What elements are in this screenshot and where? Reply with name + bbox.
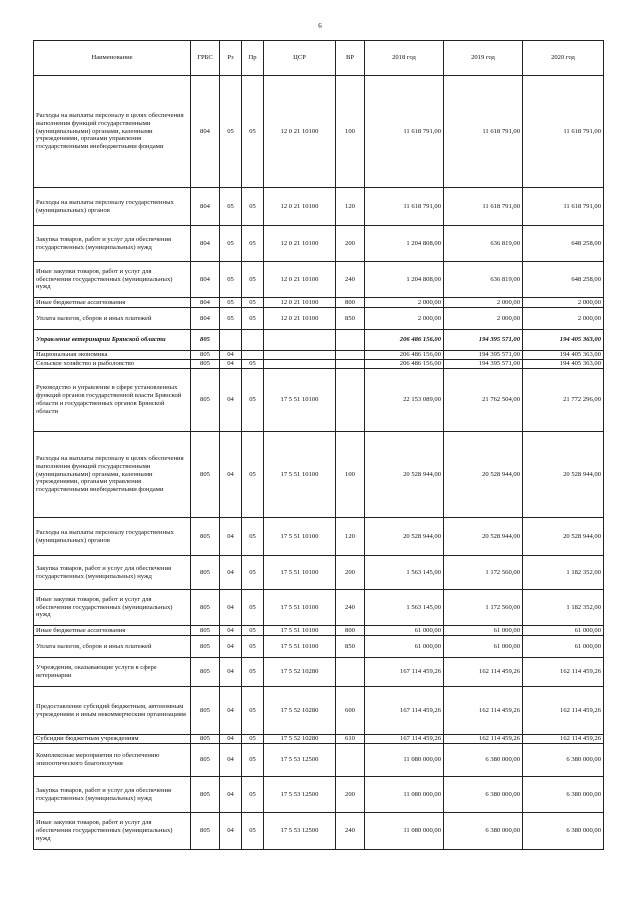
cell-grbs: 805 — [191, 360, 220, 369]
cell-2019: 20 528 944,00 — [444, 432, 523, 518]
table-row — [34, 369, 604, 432]
cell-vr: 120 — [336, 518, 365, 556]
cell-2019: 20 528 944,00 — [444, 518, 523, 556]
table-row — [34, 518, 604, 556]
cell-csr: 17 5 51 10100 — [264, 636, 336, 658]
cell-2020: 194 405 363,00 — [523, 360, 604, 369]
cell-csr: 12 0 21 10100 — [264, 298, 336, 308]
cell-csr: 12 0 21 10100 — [264, 308, 336, 330]
cell-vr: 600 — [336, 687, 365, 735]
cell-pr: 05 — [242, 76, 264, 188]
cell-name: Предоставление субсидий бюджетным, автономным учреждениям и иным некоммерческим организациям — [34, 687, 191, 735]
cell-grbs: 805 — [191, 351, 220, 360]
cell-rz: 04 — [220, 518, 242, 556]
cell-2019: 6 380 000,00 — [444, 777, 523, 813]
cell-2020: 2 000,00 — [523, 298, 604, 308]
table-row — [34, 76, 604, 188]
cell-2018: 2 000,00 — [365, 298, 444, 308]
cell-vr: 100 — [336, 432, 365, 518]
cell-2018: 11 080 000,00 — [365, 813, 444, 850]
table-row — [34, 432, 604, 518]
cell-2020: 1 182 352,00 — [523, 556, 604, 590]
cell-rz: 05 — [220, 76, 242, 188]
cell-2019: 2 000,00 — [444, 308, 523, 330]
cell-rz: 04 — [220, 777, 242, 813]
cell-pr: 05 — [242, 226, 264, 262]
cell-rz: 04 — [220, 744, 242, 777]
cell-vr — [336, 330, 365, 351]
cell-2019: 6 380 000,00 — [444, 813, 523, 850]
table-row — [34, 308, 604, 330]
cell-csr: 12 0 21 10100 — [264, 262, 336, 298]
cell-vr: 240 — [336, 813, 365, 850]
cell-csr — [264, 351, 336, 360]
cell-grbs: 805 — [191, 744, 220, 777]
cell-2018: 167 114 459,26 — [365, 687, 444, 735]
cell-2020: 6 380 000,00 — [523, 744, 604, 777]
table-row — [34, 226, 604, 262]
cell-2020: 648 258,00 — [523, 226, 604, 262]
cell-csr — [264, 330, 336, 351]
cell-csr: 17 5 52 10280 — [264, 658, 336, 687]
cell-pr: 05 — [242, 744, 264, 777]
cell-csr: 17 5 51 10100 — [264, 626, 336, 636]
header-2020: 2020 год — [523, 41, 604, 76]
cell-2020: 2 000,00 — [523, 308, 604, 330]
cell-name: Субсидии бюджетным учреждениям — [34, 735, 191, 744]
header-vr: ВР — [336, 41, 365, 76]
cell-csr: 12 0 21 10100 — [264, 76, 336, 188]
cell-rz: 04 — [220, 626, 242, 636]
cell-2019: 162 114 459,26 — [444, 658, 523, 687]
cell-grbs: 805 — [191, 777, 220, 813]
cell-2019: 21 762 504,00 — [444, 369, 523, 432]
cell-grbs: 805 — [191, 687, 220, 735]
cell-2019: 636 819,00 — [444, 262, 523, 298]
cell-2019: 194 395 571,00 — [444, 330, 523, 351]
cell-vr — [336, 658, 365, 687]
cell-pr: 05 — [242, 518, 264, 556]
cell-csr: 17 5 53 12500 — [264, 744, 336, 777]
cell-name: Иные закупки товаров, работ и услуг для обеспечения государственных (муниципальных) нужд — [34, 813, 191, 850]
cell-csr: 17 5 51 10100 — [264, 518, 336, 556]
cell-pr: 05 — [242, 626, 264, 636]
cell-2020: 6 380 000,00 — [523, 777, 604, 813]
cell-pr: 05 — [242, 308, 264, 330]
cell-2018: 167 114 459,26 — [365, 735, 444, 744]
cell-2019: 11 618 791,00 — [444, 188, 523, 226]
table-row — [34, 590, 604, 626]
cell-2020: 162 114 459,26 — [523, 687, 604, 735]
cell-grbs: 804 — [191, 298, 220, 308]
cell-rz: 05 — [220, 262, 242, 298]
cell-name: Уплата налогов, сборов и иных платежей — [34, 636, 191, 658]
cell-2020: 648 258,00 — [523, 262, 604, 298]
table-row — [34, 813, 604, 850]
cell-2019: 194 395 571,00 — [444, 360, 523, 369]
cell-2019: 636 819,00 — [444, 226, 523, 262]
cell-rz: 04 — [220, 735, 242, 744]
cell-pr: 05 — [242, 262, 264, 298]
cell-name: Закупка товаров, работ и услуг для обеспечения государственных (муниципальных) нужд — [34, 777, 191, 813]
cell-name: Сельское хозяйство и рыболовство — [34, 360, 191, 369]
cell-name: Управление ветеринарии Брянской области — [34, 330, 191, 351]
cell-pr: 05 — [242, 813, 264, 850]
cell-2019: 61 000,00 — [444, 626, 523, 636]
cell-2020: 61 000,00 — [523, 636, 604, 658]
table-header-row — [34, 41, 604, 76]
cell-2018: 167 114 459,26 — [365, 658, 444, 687]
cell-csr: 12 0 21 10100 — [264, 226, 336, 262]
cell-rz: 04 — [220, 590, 242, 626]
header-2018: 2018 год — [365, 41, 444, 76]
cell-2018: 20 528 944,00 — [365, 518, 444, 556]
cell-rz: 04 — [220, 360, 242, 369]
cell-pr: 05 — [242, 636, 264, 658]
cell-csr: 17 5 51 10100 — [264, 432, 336, 518]
cell-name: Закупка товаров, работ и услуг для обеспечения государственных (муниципальных) нужд — [34, 226, 191, 262]
cell-grbs: 805 — [191, 369, 220, 432]
cell-rz: 04 — [220, 369, 242, 432]
table-row — [34, 626, 604, 636]
cell-grbs: 804 — [191, 308, 220, 330]
cell-grbs: 805 — [191, 432, 220, 518]
cell-rz: 04 — [220, 432, 242, 518]
cell-rz: 05 — [220, 226, 242, 262]
table-body — [34, 76, 604, 850]
header-rz: Рз — [220, 41, 242, 76]
cell-2020: 6 380 000,00 — [523, 813, 604, 850]
cell-2018: 1 563 145,00 — [365, 590, 444, 626]
cell-vr: 850 — [336, 308, 365, 330]
cell-csr: 17 5 51 10100 — [264, 590, 336, 626]
cell-csr: 17 5 53 12500 — [264, 813, 336, 850]
cell-2020: 20 528 944,00 — [523, 518, 604, 556]
cell-2019: 1 172 560,00 — [444, 556, 523, 590]
cell-csr: 17 5 51 10100 — [264, 369, 336, 432]
cell-rz: 04 — [220, 636, 242, 658]
cell-pr: 05 — [242, 432, 264, 518]
cell-2020: 61 000,00 — [523, 626, 604, 636]
cell-vr: 850 — [336, 636, 365, 658]
cell-2020: 20 528 944,00 — [523, 432, 604, 518]
cell-grbs: 805 — [191, 735, 220, 744]
header-name: Наименование — [34, 41, 191, 76]
cell-vr: 200 — [336, 556, 365, 590]
cell-2018: 2 000,00 — [365, 308, 444, 330]
cell-2018: 11 080 000,00 — [365, 744, 444, 777]
cell-2018: 1 563 145,00 — [365, 556, 444, 590]
cell-pr — [242, 330, 264, 351]
cell-rz: 05 — [220, 188, 242, 226]
cell-2019: 61 000,00 — [444, 636, 523, 658]
cell-pr: 05 — [242, 590, 264, 626]
cell-pr: 05 — [242, 556, 264, 590]
table-row — [34, 188, 604, 226]
cell-rz: 05 — [220, 308, 242, 330]
cell-csr: 17 5 51 10100 — [264, 556, 336, 590]
cell-2018: 11 618 791,00 — [365, 188, 444, 226]
cell-2019: 162 114 459,26 — [444, 735, 523, 744]
table-row — [34, 262, 604, 298]
budget-table — [33, 40, 604, 850]
cell-2018: 11 618 791,00 — [365, 76, 444, 188]
table-row — [34, 360, 604, 369]
cell-2018: 1 204 808,00 — [365, 262, 444, 298]
cell-2018: 1 204 808,00 — [365, 226, 444, 262]
cell-rz — [220, 330, 242, 351]
cell-2020: 21 772 296,00 — [523, 369, 604, 432]
cell-rz: 04 — [220, 687, 242, 735]
cell-2019: 162 114 459,26 — [444, 687, 523, 735]
cell-2019: 2 000,00 — [444, 298, 523, 308]
cell-grbs: 804 — [191, 226, 220, 262]
cell-vr: 120 — [336, 188, 365, 226]
cell-name: Иные бюджетные ассигнования — [34, 626, 191, 636]
cell-2019: 1 172 560,00 — [444, 590, 523, 626]
cell-grbs: 805 — [191, 330, 220, 351]
cell-name: Руководство и управление в сфере установленных функций органов государственной власти Брянской области и государственных органов Брянской области — [34, 369, 191, 432]
cell-csr: 17 5 53 12500 — [264, 777, 336, 813]
cell-grbs: 805 — [191, 518, 220, 556]
header-grbs: ГРБС — [191, 41, 220, 76]
cell-vr: 800 — [336, 298, 365, 308]
cell-2019: 6 380 000,00 — [444, 744, 523, 777]
cell-2020: 11 618 791,00 — [523, 188, 604, 226]
cell-pr: 05 — [242, 188, 264, 226]
cell-vr: 200 — [336, 777, 365, 813]
cell-2018: 206 486 156,00 — [365, 351, 444, 360]
cell-rz: 05 — [220, 298, 242, 308]
cell-2018: 22 153 089,00 — [365, 369, 444, 432]
cell-rz: 04 — [220, 658, 242, 687]
cell-2018: 206 486 156,00 — [365, 360, 444, 369]
cell-vr — [336, 351, 365, 360]
cell-pr: 05 — [242, 658, 264, 687]
cell-grbs: 805 — [191, 590, 220, 626]
cell-name: Иные закупки товаров, работ и услуг для обеспечения государственных (муниципальных) нужд — [34, 262, 191, 298]
table-row — [34, 735, 604, 744]
table-row — [34, 298, 604, 308]
cell-2018: 61 000,00 — [365, 626, 444, 636]
cell-pr: 05 — [242, 298, 264, 308]
cell-csr: 12 0 21 10100 — [264, 188, 336, 226]
cell-csr: 17 5 52 10280 — [264, 687, 336, 735]
cell-2020: 162 114 459,26 — [523, 658, 604, 687]
cell-pr — [242, 351, 264, 360]
table-row — [34, 777, 604, 813]
cell-csr — [264, 360, 336, 369]
cell-pr: 05 — [242, 777, 264, 813]
cell-2018: 206 486 156,00 — [365, 330, 444, 351]
cell-vr — [336, 369, 365, 432]
cell-2020: 11 618 791,00 — [523, 76, 604, 188]
cell-2020: 1 182 352,00 — [523, 590, 604, 626]
table-row — [34, 744, 604, 777]
cell-name: Закупка товаров, работ и услуг для обеспечения государственных (муниципальных) нужд — [34, 556, 191, 590]
table-row — [34, 556, 604, 590]
cell-grbs: 805 — [191, 658, 220, 687]
cell-csr: 17 5 52 10280 — [264, 735, 336, 744]
table-row — [34, 687, 604, 735]
cell-2019: 194 395 571,00 — [444, 351, 523, 360]
cell-grbs: 804 — [191, 76, 220, 188]
page-number: 6 — [318, 22, 322, 30]
table-row — [34, 658, 604, 687]
cell-pr: 05 — [242, 735, 264, 744]
cell-grbs: 804 — [191, 262, 220, 298]
cell-2020: 194 405 363,00 — [523, 330, 604, 351]
cell-grbs: 805 — [191, 626, 220, 636]
cell-2020: 194 405 363,00 — [523, 351, 604, 360]
header-csr: ЦСР — [264, 41, 336, 76]
cell-grbs: 805 — [191, 636, 220, 658]
cell-pr: 05 — [242, 369, 264, 432]
cell-2018: 61 000,00 — [365, 636, 444, 658]
header-2019: 2019 год — [444, 41, 523, 76]
cell-vr: 100 — [336, 76, 365, 188]
table-row — [34, 330, 604, 351]
cell-name: Расходы на выплаты персоналу в целях обеспечения выполнения функций государственными (муниципальными) органами, казенными учреждениями, органами управления государственными внебюджетными фондами — [34, 432, 191, 518]
cell-vr: 200 — [336, 226, 365, 262]
cell-rz: 04 — [220, 351, 242, 360]
cell-rz: 04 — [220, 813, 242, 850]
table-row — [34, 636, 604, 658]
cell-rz: 04 — [220, 556, 242, 590]
cell-name: Уплата налогов, сборов и иных платежей — [34, 308, 191, 330]
cell-2019: 11 618 791,00 — [444, 76, 523, 188]
cell-2018: 20 528 944,00 — [365, 432, 444, 518]
cell-grbs: 805 — [191, 556, 220, 590]
cell-name: Расходы на выплаты персоналу в целях обеспечения выполнения функций государственными (муниципальными) органами, казенными учреждениями, органами управления государственными внебюджетными фондами — [34, 76, 191, 188]
cell-name: Комплексные мероприятия по обеспечению эпизоотического благополучия — [34, 744, 191, 777]
cell-pr: 05 — [242, 360, 264, 369]
cell-name: Иные бюджетные ассигнования — [34, 298, 191, 308]
table-row — [34, 351, 604, 360]
cell-grbs: 804 — [191, 188, 220, 226]
cell-grbs: 805 — [191, 813, 220, 850]
cell-vr: 800 — [336, 626, 365, 636]
cell-vr: 240 — [336, 262, 365, 298]
cell-name: Иные закупки товаров, работ и услуг для обеспечения государственных (муниципальных) нужд — [34, 590, 191, 626]
cell-vr: 240 — [336, 590, 365, 626]
cell-2020: 162 114 459,26 — [523, 735, 604, 744]
cell-vr: 610 — [336, 735, 365, 744]
cell-pr: 05 — [242, 687, 264, 735]
cell-name: Учреждения, оказывающие услуги в сфере ветеринарии — [34, 658, 191, 687]
cell-name: Расходы на выплаты персоналу государственных (муниципальных) органов — [34, 518, 191, 556]
cell-name: Расходы на выплаты персоналу государственных (муниципальных) органов — [34, 188, 191, 226]
cell-vr — [336, 744, 365, 777]
cell-2018: 11 080 000,00 — [365, 777, 444, 813]
header-pr: Пр — [242, 41, 264, 76]
cell-vr — [336, 360, 365, 369]
cell-name: Национальная экономика — [34, 351, 191, 360]
